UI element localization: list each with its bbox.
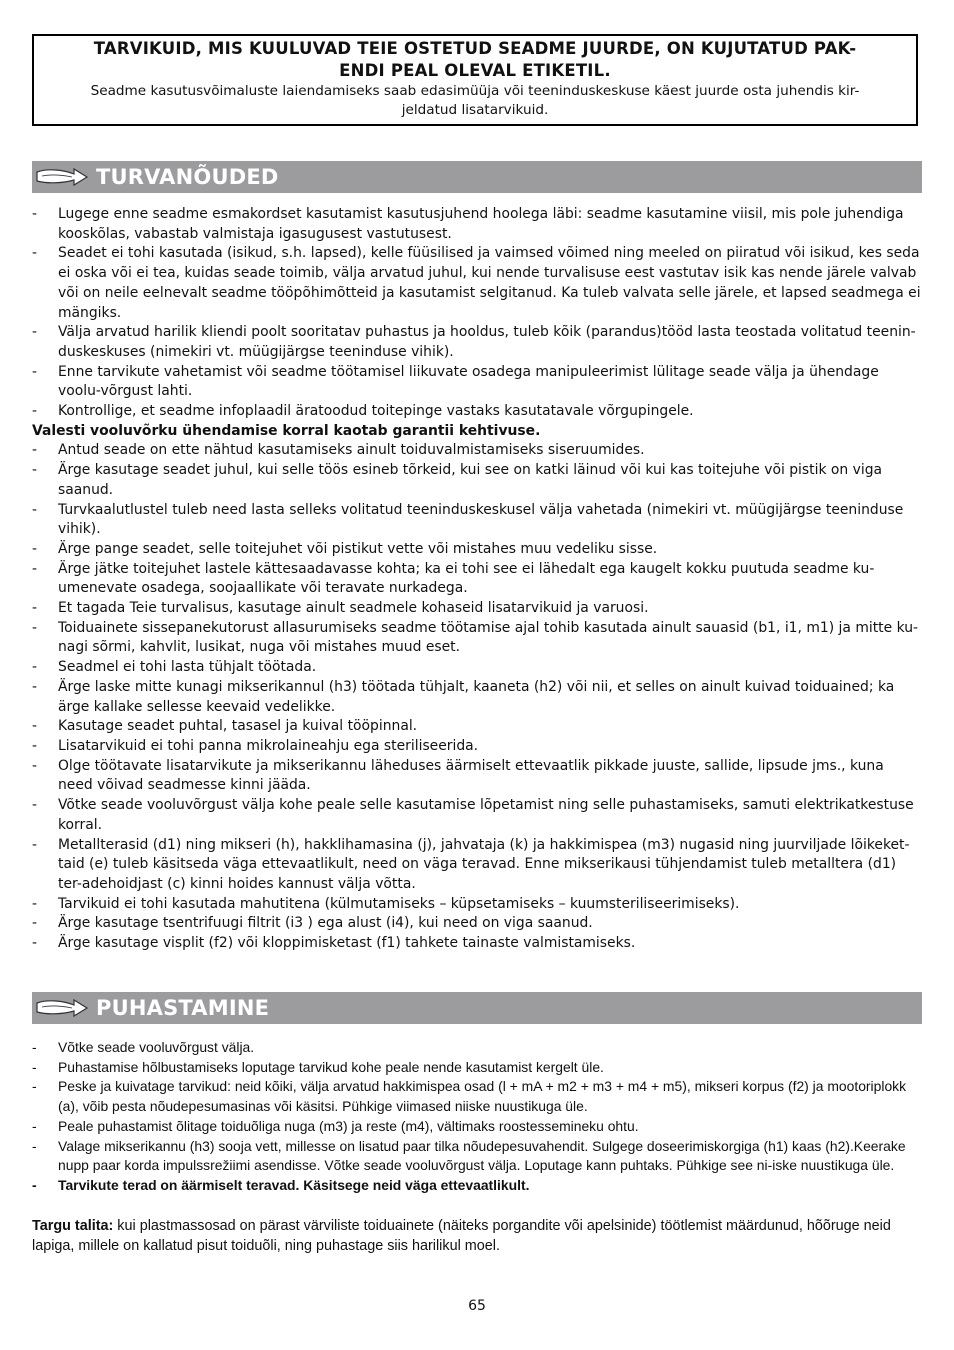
list-item: [32, 934, 922, 954]
tip-paragraph: [32, 1216, 922, 1257]
list-item-text: Valesti vooluvõrku ühendamise korral kaotab garantii kehtivuse.: [32, 422, 541, 439]
bullet-dash: -: [32, 245, 38, 262]
list-item: [32, 1038, 922, 1058]
list-item-text: Lisatarvikuid ei tohi panna mikrolaineahju ega steriliseerida.: [58, 737, 479, 754]
bullet-dash: -: [32, 324, 38, 341]
list-item: [32, 599, 922, 619]
bullet-dash: -: [32, 363, 38, 380]
list-item-text: Ärge pange seadet, selle toitejuhet või pistikut vette või mistahes muu vedeliku sisse.: [58, 540, 658, 557]
bullet-dash: -: [32, 600, 38, 617]
bullet-dash: -: [32, 836, 38, 853]
list-item-text: Turvkaalutlustel tuleb need lasta selleks volitatud teeninduskeskusel välja vahetada (nimekiri vt. müügijärgse teeninduse vihik).: [58, 501, 904, 538]
list-item: [32, 205, 922, 244]
list-item-text: Peale puhastamist õlitage toiduõliga nuga (m3) ja reste (m4), vältimaks roostessemineku ohtu.: [58, 1117, 639, 1134]
bullet-dash: -: [32, 797, 38, 814]
list-item-text: Ärge kasutage seadet juhul, kui selle töös esineb tõrkeid, kui see on katki läinud või kui kas toitejuhe või pistik on viga saanud.: [58, 462, 883, 498]
list-item-text: Enne tarvikute vahetamist või seadme töötamisel liikuvate osadega manipuleerimist lülitage seade välja ja ühendage voolu-võrgust lahti.: [58, 363, 879, 400]
list-item-text: Tarvikute terad on äärmiselt teravad. Käsitsege neid väga ettevaatlikult.: [58, 1176, 530, 1193]
list-item: [32, 1117, 922, 1137]
list-item: [32, 678, 922, 717]
list-item: [32, 737, 922, 757]
section-header-cleaning: [32, 992, 922, 1024]
list-item: [32, 796, 922, 835]
list-item: [32, 441, 922, 461]
list-item: [32, 1077, 922, 1116]
notice-text-line2: jeldatud lisatarvikuid.: [401, 102, 549, 118]
list-item-text: Ärge kasutage visplit (f2) või kloppimisketast (f1) tahkete tainaste valmistamiseks.: [58, 935, 636, 952]
list-item: [32, 363, 922, 402]
list-item-text: Valage mikserikannu (h3) sooja vett, millesse on lisatud paar tilka nõudepesuvahendit. Sulgege doseerimiskorgiga (h1) kaas (h2).Keerake nupp paar korda impulssrežiimi asendisse. Võtke seade vooluvõrgust välja. Loputage kann puhtaks. Pühkige see ni-iske nuustikuga üle.: [58, 1137, 906, 1174]
list-item: [32, 914, 922, 934]
list-item: [32, 619, 922, 658]
bullet-dash: -: [32, 206, 38, 222]
notice-text: [34, 82, 916, 120]
bullet-dash: -: [32, 757, 38, 774]
bullet-dash: -: [32, 915, 38, 932]
bullet-dash: -: [32, 1176, 37, 1193]
notice-text-line1: Seadme kasutusvõimaluste laiendamiseks saab edasimüüja või teeninduskeskuse käest juurde osta juhendis kir-: [90, 83, 860, 99]
bullet-dash: -: [32, 895, 38, 912]
bullet-dash: -: [32, 678, 38, 695]
list-item: [32, 244, 922, 323]
list-item: [32, 323, 922, 362]
bullet-dash: -: [32, 737, 38, 754]
list-item: [32, 836, 922, 895]
bullet-dash: -: [32, 560, 38, 577]
cleaning-list: [32, 1038, 922, 1256]
list-item: [32, 658, 922, 678]
bullet-dash: -: [32, 1117, 37, 1134]
list-item-text: Seadmel ei tohi lasta tühjalt töötada.: [58, 659, 317, 676]
list-item-text: Metallterasid (d1) ning mikseri (h), hakklihamasina (j), jahvataja (k) ja hakkimispea (m3) nugasid ning juurviljade lõikeket-taid (e) tuleb käsitseda väga ettevaatlikult, need on väga teravad. Enne mikserikausi tühjendamist tuleb metalltera (d1) ter-adehoidjast (c) kinni hoides kannust välja võtta.: [58, 836, 910, 892]
list-item-text: Ärge jätke toitejuhet lastele kättesaadavasse kohta; ka ei tohi see ei lähedalt ega kaugelt kokku puutuda seadme ku-umenevate osadega, soojaallikate või teravate nurkadega.: [58, 560, 875, 597]
list-item: [32, 757, 922, 796]
tip-text: kui plastmassosad on pärast värviliste toiduainete (näiteks porgandite või apelsinide) töötlemist määrdunud, hõõruge neid lapiga, millele on kallatud pisut toiduõli, ning puhastage siis harilikul moel.: [32, 1217, 891, 1255]
list-item-text: Välja arvatud harilik kliendi poolt sooritatav puhastus ja hooldus, tuleb kõik (parandus)tööd lasta teostada volitatud teenin-duskeskuses (nimekiri vt. müügijärgse teeninduse vihik).: [58, 324, 916, 360]
list-item: [32, 501, 922, 540]
bullet-dash: -: [32, 718, 38, 735]
arrow-hand-icon: [34, 995, 90, 1021]
list-item-text: Toiduainete sissepanekutorust allasurumiseks seadme töötamise ajal tohib kasutada ainult sauasid (b1, i1, m1) ja mitte ku-nagi sõrmi, kahvlit, lusikat, nuga või mistahes muud eset.: [58, 619, 919, 656]
list-item-text: Ärge laske mitte kunagi mikserikannul (h3) töötada tühjalt, kaaneta (h2) või nii, et selles on ainult kuivad toiduained; ka ärge kallake sellesse keevaid vedelikke.: [58, 678, 895, 715]
list-item: [32, 560, 922, 599]
list-item-text: Võtke seade vooluvõrgust välja kohe peale selle kasutamise lõpetamist ning selle puhastamiseks, samuti elektrikatkestuse korral.: [58, 797, 914, 833]
bullet-dash: -: [32, 501, 38, 518]
list-item: [32, 895, 922, 915]
notice-title-line1: TARVIKUID, MIS KUULUVAD TEIE OSTETUD SEADME JUURDE, ON KUJUTATUD PAK-: [93, 39, 857, 58]
bullet-dash: -: [32, 1058, 37, 1075]
list-item-text: Tarvikuid ei tohi kasutada mahutitena (külmutamiseks – küpsetamiseks – kuumsteriliseerimiseks).: [58, 895, 740, 912]
section-title: PUHASTAMINE: [96, 996, 270, 1020]
list-item: [32, 540, 922, 560]
bullet-dash: -: [32, 540, 38, 557]
section-title: TURVANÕUDED: [96, 165, 279, 189]
list-item-text: Ärge kasutage tsentrifuugi filtrit (i3 ) ega alust (i4), kui need on viga saanud.: [58, 915, 593, 932]
list-item-text: Olge töötavate lisatarvikute ja mikserikannu läheduses äärmiselt ettevaatlik pikkade juuste, sallide, lipsude jms., kuna need võivad seadmesse kinni jääda.: [58, 757, 884, 794]
list-item: [32, 1176, 922, 1196]
accessories-notice-box: [32, 34, 918, 126]
list-item: [32, 461, 922, 500]
bullet-dash: -: [32, 442, 38, 459]
list-item-text: Puhastamise hõlbustamiseks loputage tarvikud kohe peale nende kasutamist kergelt üle.: [58, 1058, 604, 1075]
bullet-dash: -: [32, 1039, 37, 1055]
list-item-text: Seadet ei tohi kasutada (isikud, s.h. lapsed), kelle füüsilised ja vaimsed võimed ning meeled on piiratud või isikud, kes seda ei oska või ei tea, kuidas seade toimib, välja arvatud juhul, kui nende turvalisuse eest vastutav isik kas nende järele valvab või on neile eelnevalt seadme tööpõhimõtteid ja kasutamist selgitanud. Ka tuleb valvata selle järele, et lapsed seadmega ei mängiks.: [58, 245, 921, 321]
bullet-dash: -: [32, 403, 38, 420]
safety-list: [32, 205, 922, 954]
notice-title-line2: ENDI PEAL OLEVAL ETIKETIL.: [339, 61, 611, 80]
bullet-dash: -: [32, 935, 38, 952]
section-header-safety: [32, 161, 922, 193]
page-number: 65: [468, 1298, 486, 1314]
list-item: [32, 1137, 922, 1176]
list-item: [32, 402, 922, 422]
list-item: [32, 422, 922, 442]
list-item-text: Kasutage seadet puhtal, tasasel ja kuival tööpinnal.: [58, 718, 418, 735]
list-item-text: Võtke seade vooluvõrgust välja.: [58, 1039, 255, 1055]
list-item-text: Peske ja kuivatage tarvikud: neid kõiki, välja arvatud hakkimispea osad (l + mA + m2 + m3 + m4 + m5), mikseri korpus (f2) ja mootoriplokk (a), võib pesta nõudepesumasinas või käsitsi. Pühkige viimased niiske nuustikuga üle.: [58, 1078, 907, 1115]
list-item: [32, 717, 922, 737]
arrow-hand-icon: [34, 164, 90, 190]
list-item-text: Antud seade on ette nähtud kasutamiseks ainult toiduvalmistamiseks siseruumides.: [58, 442, 645, 459]
bullet-dash: -: [32, 1078, 37, 1095]
bullet-dash: -: [32, 619, 38, 636]
bullet-dash: -: [32, 1137, 37, 1154]
notice-title: [34, 38, 916, 82]
bullet-dash: -: [32, 462, 38, 479]
bullet-dash: -: [32, 659, 38, 676]
list-item: [32, 1058, 922, 1078]
tip-label: Targu talita:: [32, 1217, 114, 1234]
list-item-text: Lugege enne seadme esmakordset kasutamist kasutusjuhend hoolega läbi: seadme kasutamine viisil, mis pole juhendiga kooskõlas, vabastab valmistaja igasugusest vastutusest.: [58, 206, 904, 242]
list-item-text: Et tagada Teie turvalisus, kasutage ainult seadmele kohaseid lisatarvikuid ja varuosi.: [58, 600, 649, 617]
list-item-text: Kontrollige, et seadme infoplaadil äratoodud toitepinge vastaks kasutatavale võrgupingele.: [58, 403, 694, 420]
